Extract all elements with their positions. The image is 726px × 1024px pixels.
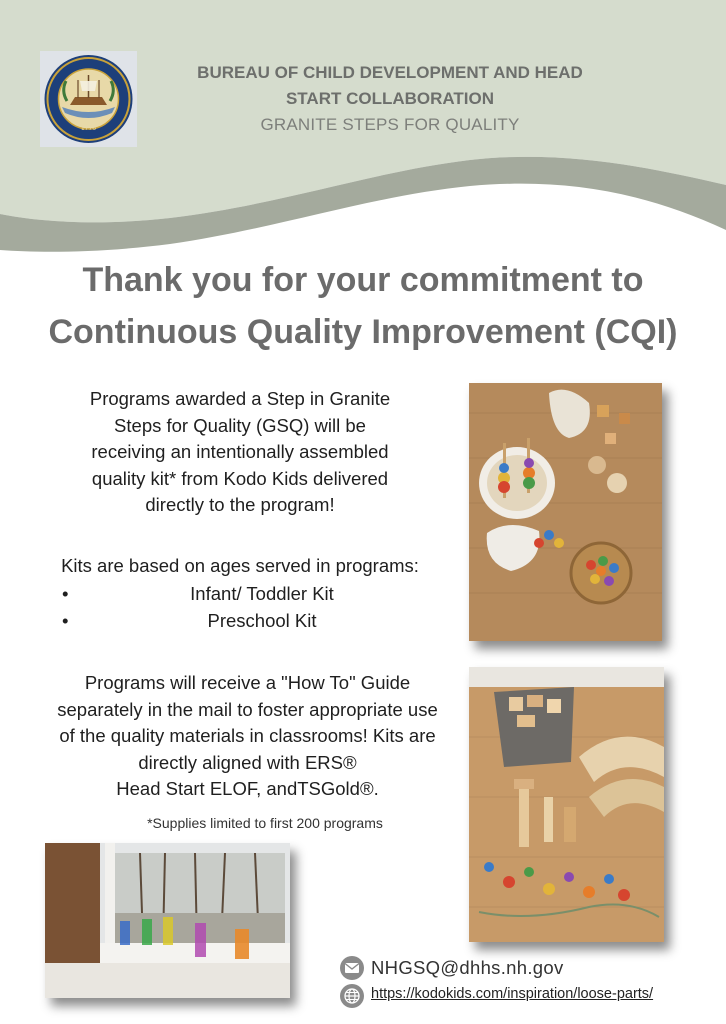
kits-intro: Kits are based on ages served in programs: bbox=[61, 555, 419, 576]
bureau-title-line2: START COLLABORATION bbox=[285, 89, 495, 108]
supplies-footnote: *Supplies limited to first 200 programs bbox=[147, 815, 383, 831]
bureau-title-line1: BUREAU OF CHILD DEVELOPMENT AND HEAD bbox=[197, 63, 583, 82]
award-paragraph-line: quality kit* from Kodo Kids delivered bbox=[91, 467, 389, 489]
email-contact[interactable] bbox=[340, 956, 640, 980]
headline-line2: Continuous Quality Improvement (CQI) bbox=[48, 313, 678, 351]
guide-paragraph-line: separately in the mail to foster appropriate use bbox=[57, 698, 438, 720]
seal-year: 1776 bbox=[80, 125, 97, 132]
bullet: • bbox=[62, 583, 69, 604]
window-sill-photo bbox=[45, 843, 290, 998]
globe-icon bbox=[340, 984, 364, 1008]
bullet: • bbox=[62, 610, 69, 631]
program-subtitle: GRANITE STEPS FOR QUALITY bbox=[260, 115, 520, 134]
infant-toddler-kit-photo bbox=[469, 383, 662, 641]
guide-paragraph bbox=[40, 670, 455, 803]
award-paragraph-line: Steps for Quality (GSQ) will be bbox=[114, 414, 366, 436]
guide-paragraph-line: directly aligned with ERS® bbox=[138, 751, 357, 773]
website-contact[interactable] bbox=[340, 984, 720, 1008]
guide-paragraph-line: Head Start ELOF, andTSGold®. bbox=[116, 778, 379, 799]
kit-label: Preschool Kit bbox=[207, 610, 317, 631]
state-seal-logo bbox=[40, 51, 137, 147]
website-link[interactable]: https://kodokids.com/inspiration/loose-parts/ bbox=[371, 986, 654, 1002]
award-paragraph-line: receiving an intentionally assembled bbox=[91, 441, 389, 462]
preschool-kit-photo bbox=[469, 667, 664, 942]
award-paragraph-line: directly to the program! bbox=[145, 494, 335, 515]
award-paragraph-line: Programs awarded a Step in Granite bbox=[89, 388, 391, 409]
guide-paragraph-line: Programs will receive a "How To" Guide bbox=[84, 672, 411, 693]
envelope-icon bbox=[340, 956, 364, 980]
email-address[interactable]: NHGSQ@dhhs.nh.gov bbox=[371, 957, 564, 978]
award-paragraph bbox=[55, 386, 425, 519]
headline-line1: Thank you for your commitment to bbox=[82, 261, 644, 299]
kit-label: Infant/ Toddler Kit bbox=[190, 583, 334, 604]
guide-paragraph-line: of the quality materials in classrooms! Kits are bbox=[59, 725, 436, 746]
